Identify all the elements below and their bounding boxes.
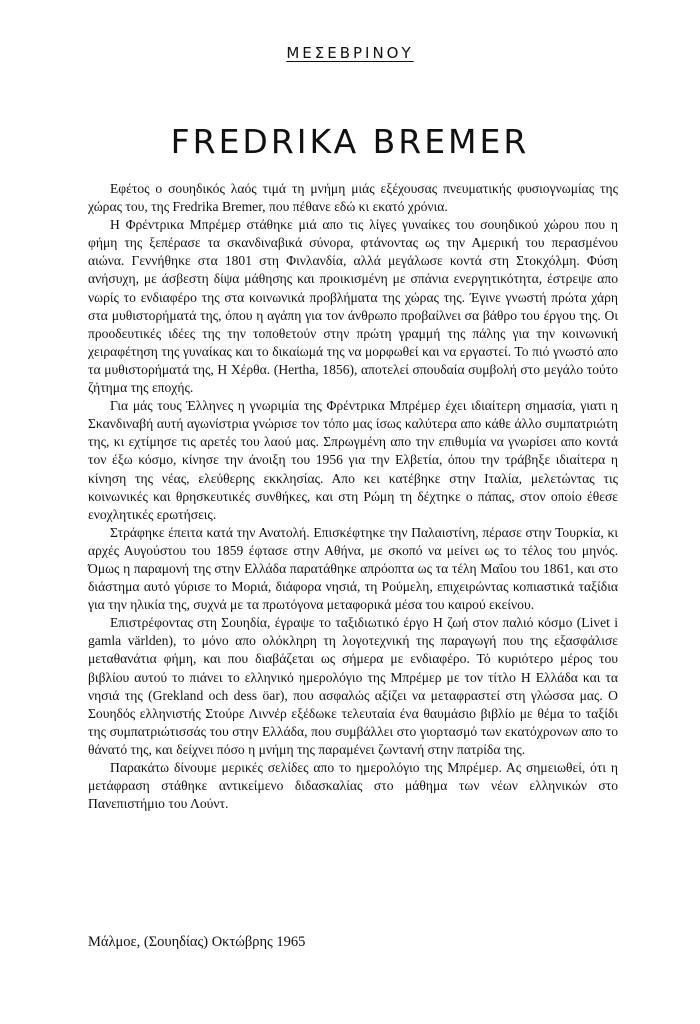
paragraph-return: Επιστρέφοντας στη Σουηδία, έγραψε το ταξιδιωτικό έργο Η ζωή στον παλιό κόσμο (Livet i gamla världen), το μόνο απο ολόκληρη τη λογοτεχνική της παραγωγή που της εξασφάλισε μεταθανάτια φήμη, και που διαβάζεται ως σήμερα με ενδιαφέρο. Τό κυριότερο μέρος του βιβλίου αυτού το πιάνει το ελληνικό ημερολόγιο της Μπρέμερ με τον τίτλο Η Ελλάδα και τα νησιά της (Grekland och dess öar), που ασφαλώς αξίζει να μεταφραστεί στη γλώσσα μας. Ο Σουηδός ελληνιστής Στούρε Λιννέρ εξέδωκε τελευταία ένα θαυμάσιο βιβλίο με θέμα το ταξίδι της συμπατριώτισσάς του στην Ελλάδα, που συμβάλλει στο γιορτασμό των εκατόχρονων απο το θάνατό της, και δείχνει πόσο η μνήμη της παραμένει ζωντανή στην πατρίδα της. [88,615,618,757]
paragraph-east-journey: Στράφηκε έπειτα κατά την Ανατολή. Επισκέφτηκε την Παλαιστίνη, πέρασε στην Τουρκία, κι αρχές Αυγούστου του 1859 έφτασε στην Αθήνα, με σκοπό να μείνει ως το τέλος του μηνός. Όμως η παραμονή της στην Ελλάδα παρατάθηκε απρόοπτα ως τα τέλη Μαΐου του 1861, και στο διάστημα αυτό γύρισε το Μοριά, διάφορα νησιά, τη Ρούμελη, επιχειρώντας κοπιαστικά ταξίδια για την ηλικία της, συχνά με τα πρωτόγονα μεταφορικά μέσα του καιρού εκείνου. [88,524,618,613]
paragraph-greeks: Για μάς τους Έλληνες η γνωριμία της Φρέντρικα Μπρέμερ έχει ιδιαίτερη σημασία, γιατι η Σκανδιναβή αυτή αγωνίστρια γνώρισε τον τόπο μας ίσως καλύτερα απο κάθε άλλο συμπατριώτη της, κι εχτίμησε τις αρετές του λαού μας. Σπρωγμένη απο την επιθυμία να γνωρίσει απο κοντά τον έξω κόσμο, κίνησε την άνοιξη του 1956 για την Ελβετία, όπου την τράβηξε ιδιαίτερα η κίνηση της νέας, ελεύθερης εκκλησίας. Απο κει κατέβηκε στην Ιταλία, μελετώντας τις κοινωνικές και θρησκευτικές συνθήκες, και στη Ρώμη τη δέχτηκε ο πάπας, στον οποίο έθεσε ενοχλητικές ερωτήσεις. [88,398,618,522]
paragraph-biography: Η Φρέντρικα Μπρέμερ στάθηκε μιά απο τις λίγες γυναίκες του σουηδικού χώρου που η φήμη της ξεπέρασε τα σκανδιναβικά σύνορα, φτάνοντας ως την Αμερική του περασμένου αιώνα. Γεννήθηκε στα 1801 στη Φινλανδία, αλλά μεγάλωσε κοντά στη Στοκχόλμη. Φύση ανήσυχη, με άσβεστη δίψα μάθησης και προικισμένη με σπάνια ενεργητικότητα, έστρεψε απο νωρίς το ενδιαφέρο της στα κοινωνικά προβλήματα της χώρας της. Έγινε γνωστή πρώτα χάρη στα μυθιστορήματά της, όπου η αγάπη για τον άνθρωπο προβαίλνει σα βάθρο του έργου της. Οι προοδευτικές ιδέες της την τοποθετούν στην πρώτη γραμμή της πάλης για την κοινωνική χειραφέτηση της γυναίκας και το δικαίωμά της να μορφωθεί και να εργαστεί. Το πιό γνωστό απο τα μυθιστορήματά της, Η Χέρθα. (Hertha, 1856), αποτελεί σπουδαία συμβολή στο μεγάλο τούτο ζήτημα της εποχής. [88,217,618,396]
author-kicker: ΜΕΣΕΒΡΙΝΟΥ [286,44,414,62]
paragraph-intro: Εφέτος ο σουηδικός λαός τιμά τη μνήμη μιάς εξέχουσας πνευματικής φυσιογνωμίας της χώρας του, της Fredrika Bremer, που πέθανε εδώ κι εκατό χρόνια. [88,181,618,215]
paragraph-translation-note: Παρακάτω δίνουμε μερικές σελίδες απο το ημερολόγιο της Μπρέμερ. Ας σημειωθεί, ότι η μετάφραση στάθηκε αντικείμενο διδασκαλίας στο μάθημα των νέων ελληνικών στο Πανεπιστήμιο του Λούντ. [88,760,618,812]
signature-dateline: Μάλμοε, (Σουηδίας) Οκτώβρης 1965 [88,934,306,950]
page-title: FREDRIKA BREMER [170,122,530,162]
article-body [88,180,618,813]
